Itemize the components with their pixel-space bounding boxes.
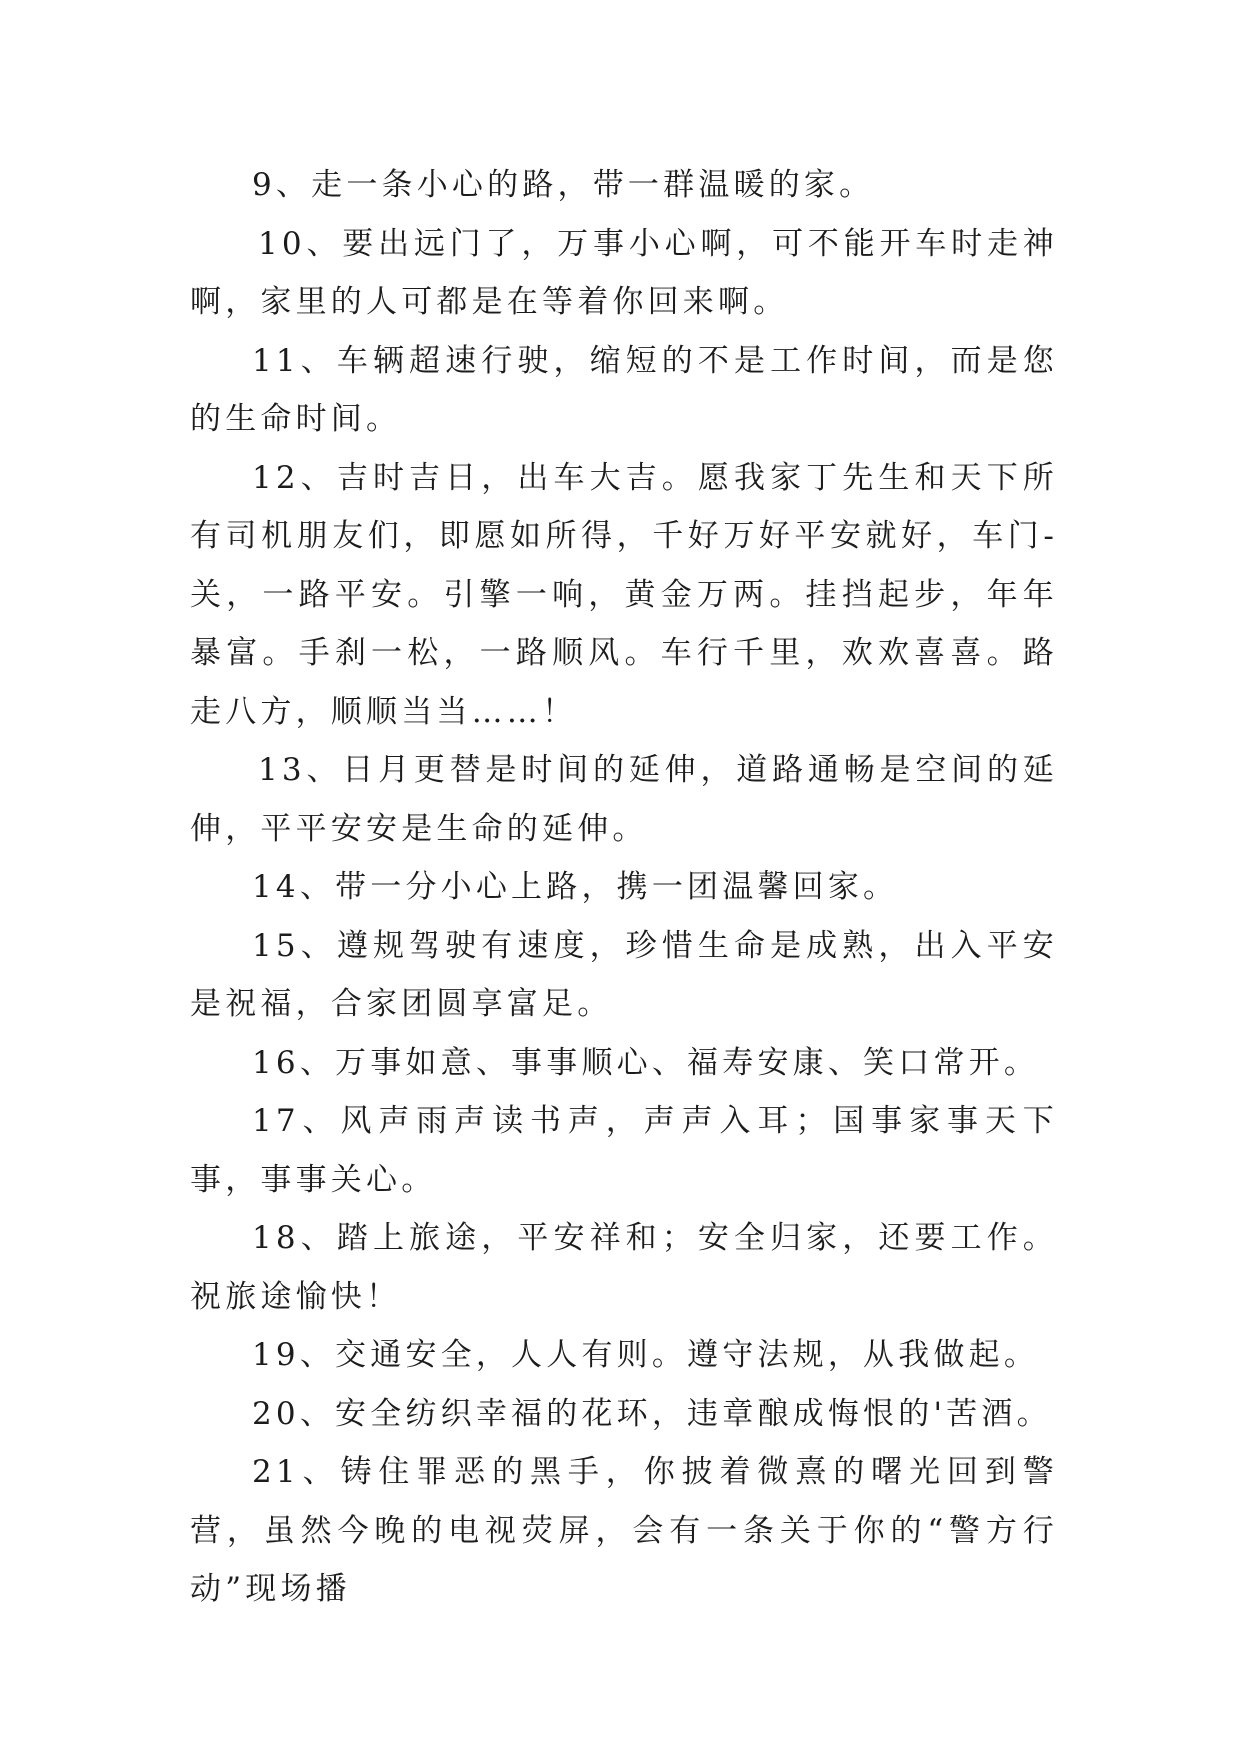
- document-body: [190, 156, 1058, 1619]
- paragraph-20: 20、安全纺织幸福的花环，违章酿成悔恨的'苦酒。: [252, 1395, 1052, 1432]
- paragraph-21: 21、铸住罪恶的黑手，你披着微熹的曙光回到警营，虽然今晚的电视荧屏，会有一条关于你的“警方行动”现场播: [190, 1454, 1058, 1607]
- paragraph-10: 10、要出远门了，万事小心啊，可不能开车时走神啊，家里的人可都是在等着你回来啊。: [190, 225, 1058, 320]
- paragraph-19: 19、交通安全，人人有则。遵守法规，从我做起。: [252, 1337, 1040, 1373]
- paragraph-15: 15、遵规驾驶有速度，珍惜生命是成熟，出入平安是祝福，合家团圆享富足。: [190, 927, 1058, 1022]
- paragraph-17: 17、风声雨声读书声，声声入耳；国事家事天下事，事事关心。: [190, 1103, 1058, 1198]
- paragraph-12: 12、吉时吉日，出车大吉。愿我家丁先生和天下所有司机朋友们，即愿如所得，千好万好平安就好，车门-关，一路平安。引擎一响，黄金万两。挂挡起步，年年暴富。手刹一松，一路顺风。车行千里，欢欢喜喜。路走八方，顺顺当当……！: [190, 459, 1058, 730]
- paragraph-11: 11、车辆超速行驶，缩短的不是工作时间，而是您的生命时间。: [190, 342, 1058, 437]
- paragraph-14: 14、带一分小心上路，携一团温馨回家。: [252, 869, 899, 905]
- paragraph-16: 16、万事如意、事事顺心、福寿安康、笑口常开。: [252, 1044, 1040, 1081]
- paragraph-18: 18、踏上旅途，平安祥和；安全归家，还要工作。祝旅途愉快！: [190, 1220, 1058, 1315]
- paragraph-13: 13、日月更替是时间的延伸，道路通畅是空间的延伸，平平安安是生命的延伸。: [190, 752, 1058, 847]
- paragraph-9: 9、走一条小心的路，带一群温暖的家。: [252, 167, 875, 203]
